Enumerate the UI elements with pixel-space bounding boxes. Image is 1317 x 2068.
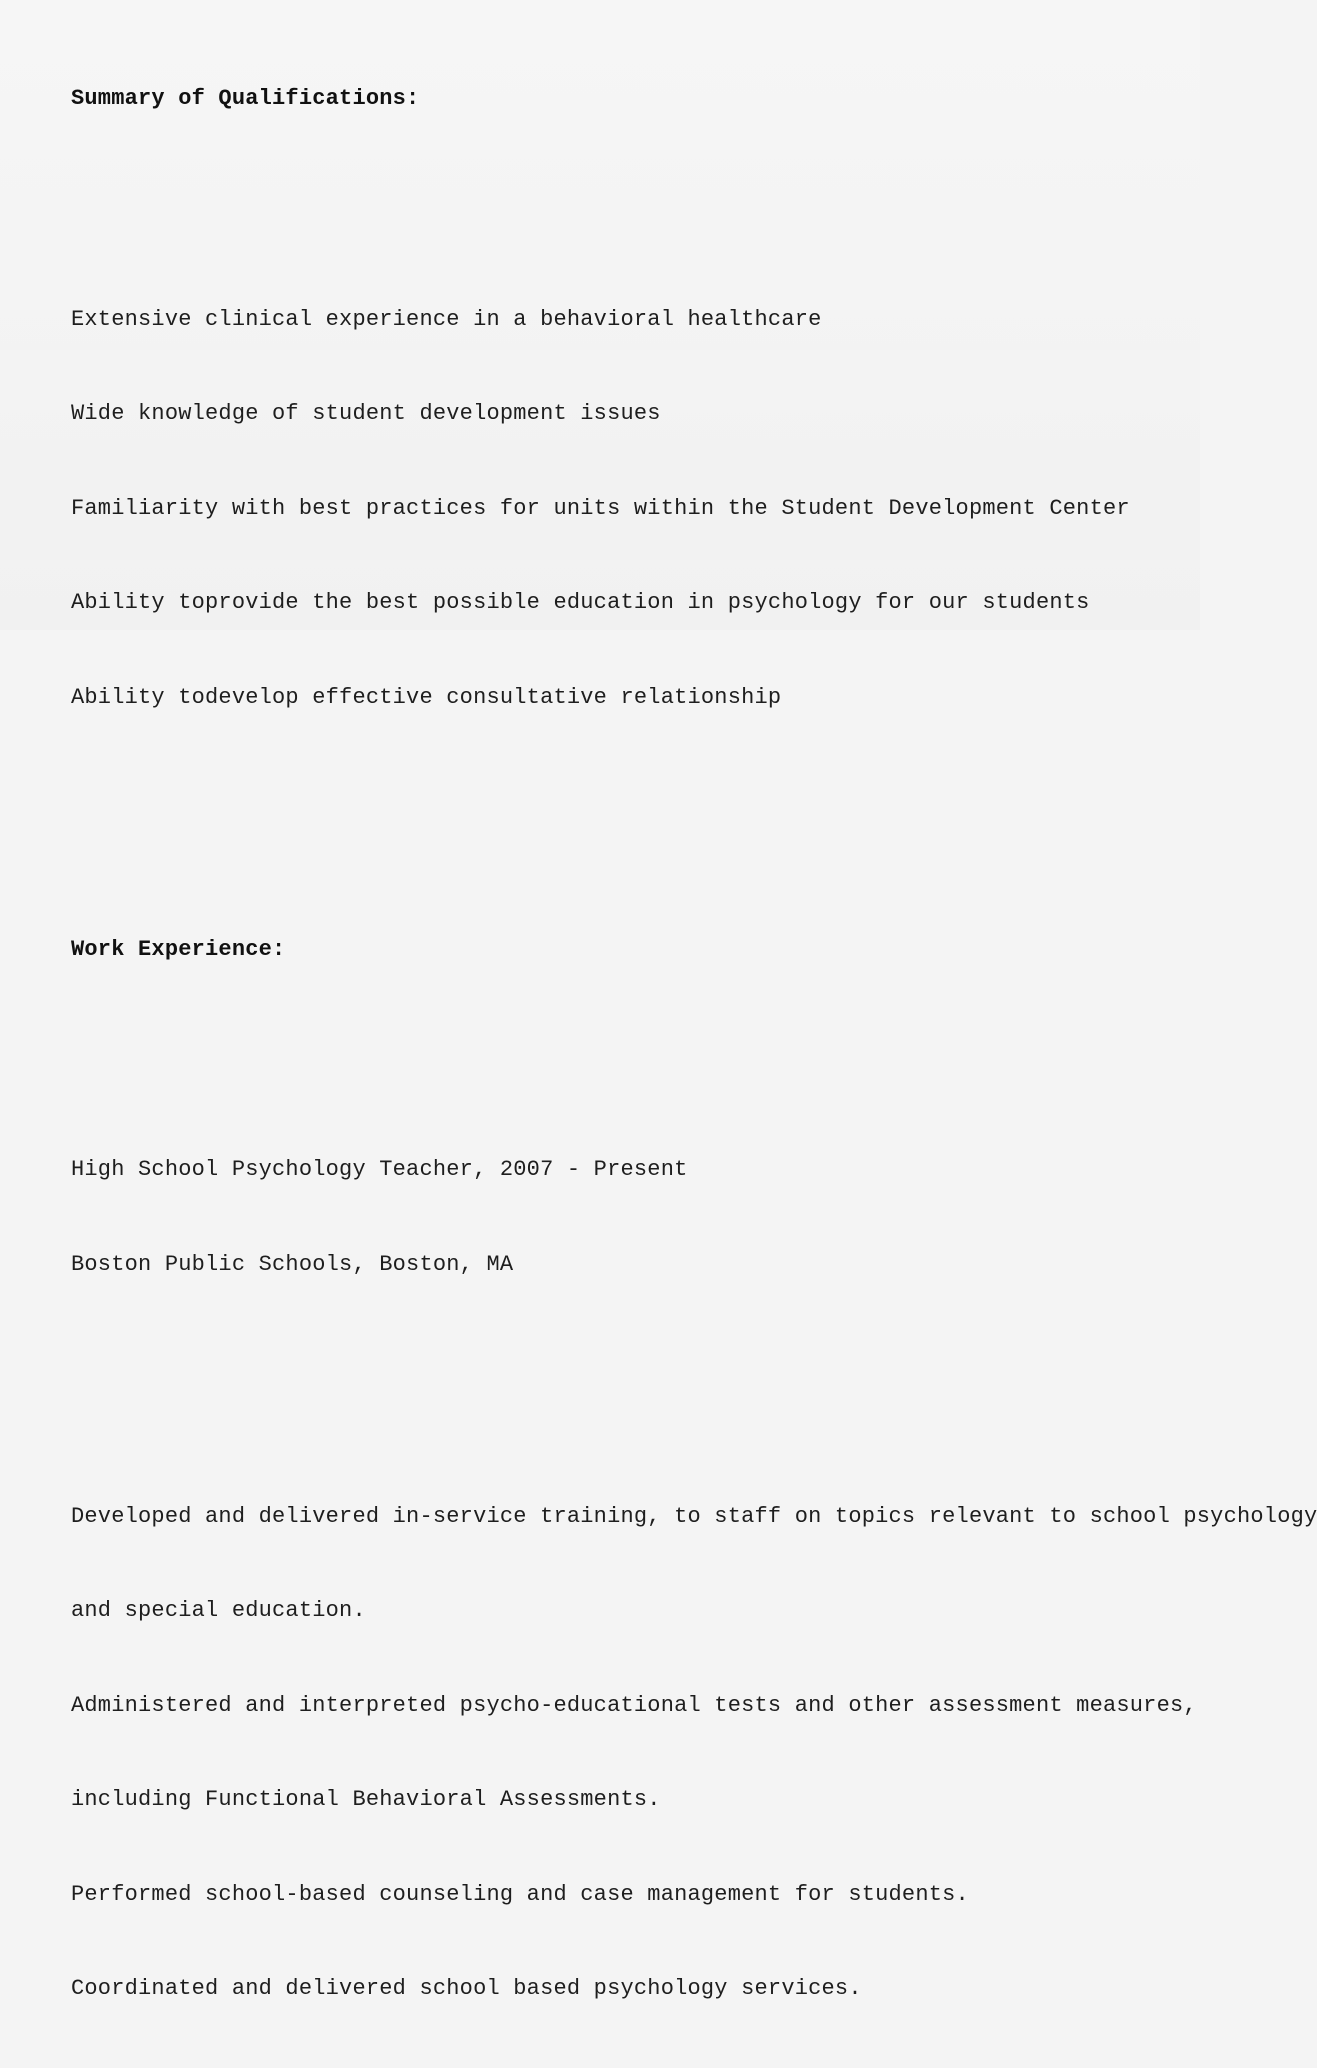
duty-line: and special education.	[71, 1598, 366, 1623]
job-title: High School Psychology Teacher, 2007 - Present	[71, 1157, 688, 1182]
summary-heading: Summary of Qualifications:	[71, 86, 420, 111]
summary-item: Ability toprovide the best possible education in psychology for our students	[71, 590, 1090, 615]
duty-line: including Functional Behavioral Assessments.	[71, 1787, 661, 1812]
spacer	[71, 178, 1171, 210]
duty-line: Administered and interpreted psycho-educational tests and other assessment measures,	[71, 1692, 1197, 1718]
work-heading: Work Experience:	[71, 936, 286, 962]
summary-item: Extensive clinical experience in a behavioral healthcare	[71, 306, 822, 332]
spacer	[71, 1028, 1171, 1060]
duty-line: Coordinated and delivered school based psychology services.	[71, 1976, 862, 2001]
summary-item: Wide knowledge of student development issues	[71, 401, 661, 426]
summary-item: Ability todevelop effective consultative relationship	[71, 684, 782, 710]
spacer	[71, 1375, 1171, 1407]
resume-content	[71, 20, 1317, 2068]
employer: Boston Public Schools, Boston, MA	[71, 1251, 514, 1277]
duty-line: Developed and delivered in-service training, to staff on topics relevant to school psychology	[71, 1503, 1317, 1529]
summary-item: Familiarity with best practices for units within the Student Development Center	[71, 495, 1130, 521]
spacer	[71, 808, 1171, 840]
duty-line: Performed school-based counseling and case management for students.	[71, 1881, 969, 1907]
